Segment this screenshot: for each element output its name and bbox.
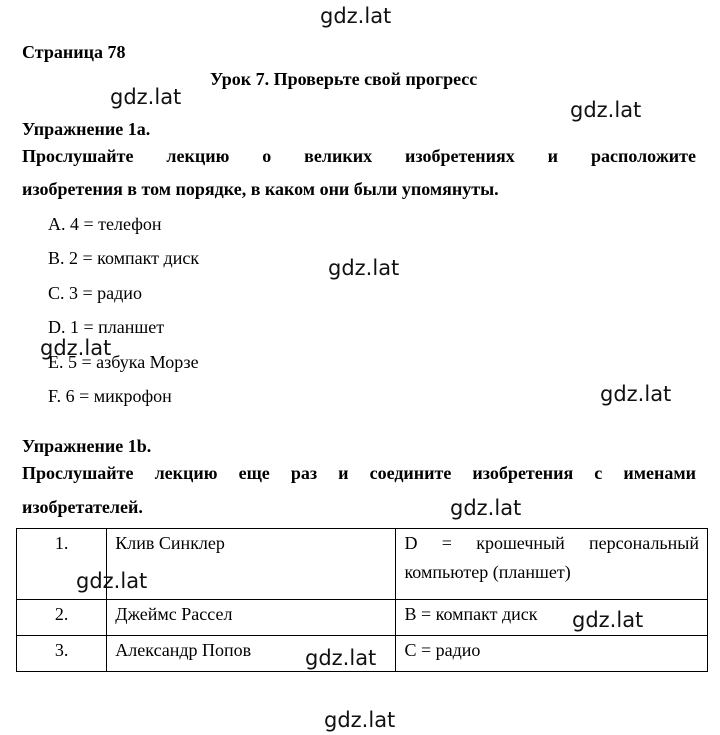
option-f: F. 6 = микрофон (48, 386, 172, 406)
invention-text: B = компакт диск (396, 600, 708, 636)
watermark: gdz.lat (76, 569, 148, 593)
exercise-1a-instruction-line2: изобретения в том порядке, в каком они были упомянуты. (22, 179, 499, 199)
invention-cell (396, 529, 708, 600)
exercise-1b-instruction-line2: изобретателей. (22, 497, 143, 517)
exercise-1b-instruction-line1: Прослушайте лекцию еще раз и соедините изобретения с именами (22, 463, 696, 483)
exercise-1a-title: Упражнение 1a. (22, 119, 151, 139)
inventor-name: Джеймс Рассел (107, 600, 396, 636)
watermark: gdz.lat (324, 708, 396, 732)
watermark: gdz.lat (110, 85, 182, 109)
page-number: Страница 78 (22, 42, 126, 62)
row-number: 2. (17, 600, 107, 636)
invention-text: D = крошечный персональный (404, 533, 699, 553)
watermark: gdz.lat (40, 336, 112, 360)
watermark: gdz.lat (450, 496, 522, 520)
watermark: gdz.lat (570, 98, 642, 122)
invention-text-continued: компьютер (планшет) (404, 562, 571, 582)
watermark: gdz.lat (328, 256, 400, 280)
invention-text: C = радио (396, 636, 708, 672)
inventor-name: Клив Синклер (107, 529, 396, 600)
exercise-1b-title: Упражнение 1b. (22, 436, 152, 456)
watermark: gdz.lat (320, 4, 392, 28)
option-d: D. 1 = планшет (48, 317, 165, 337)
watermark: gdz.lat (600, 382, 672, 406)
inventor-name: Александр Попов (107, 636, 396, 672)
row-number: 3. (17, 636, 107, 672)
row-number: 1. (17, 529, 107, 600)
option-a: A. 4 = телефон (48, 214, 162, 234)
watermark: gdz.lat (572, 608, 644, 632)
option-e: E. 5 = азбука Морзе (48, 352, 199, 372)
watermark: gdz.lat (305, 646, 377, 670)
exercise-1a-instruction-line1: Прослушайте лекцию о великих изобретениях и расположите (22, 146, 696, 166)
lesson-title: Урок 7. Проверьте свой прогресс (210, 69, 478, 89)
option-c: C. 3 = радио (48, 283, 142, 303)
option-b: B. 2 = компакт диск (48, 248, 200, 268)
